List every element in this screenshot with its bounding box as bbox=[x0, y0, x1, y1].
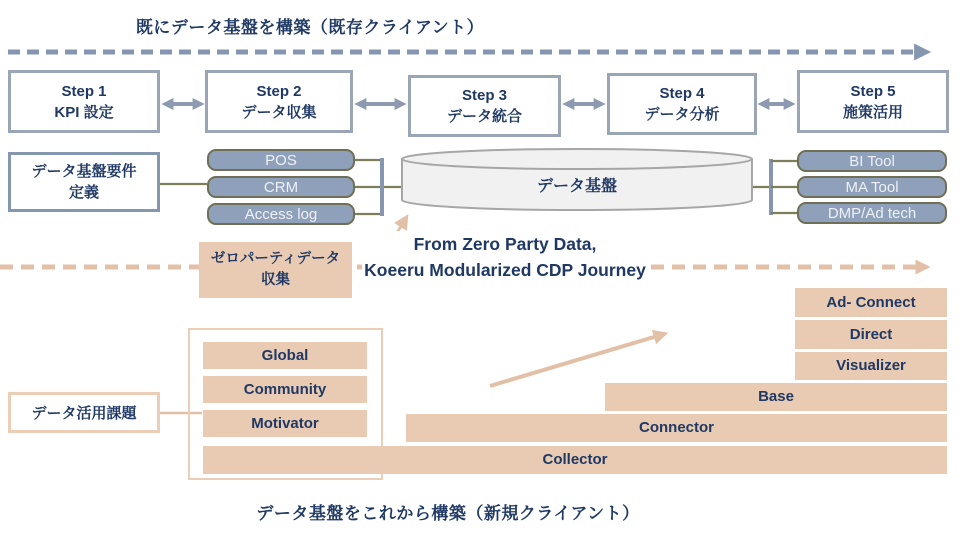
tool-bitool-box bbox=[797, 150, 947, 172]
tool-matool-box bbox=[797, 176, 947, 198]
source-accesslog-box bbox=[207, 203, 355, 225]
module-motivator-label: Motivator bbox=[251, 414, 319, 432]
step-5-title: Step 5 bbox=[850, 82, 896, 100]
step-3-box bbox=[408, 75, 561, 137]
journey-line2: Koeeru Modularized CDP Journey bbox=[364, 260, 646, 280]
step-2-label: データ収集 bbox=[241, 103, 317, 121]
requirements-box bbox=[8, 152, 160, 212]
module-community-label: Community bbox=[243, 380, 327, 398]
step-4-title: Step 4 bbox=[659, 85, 705, 102]
layer-connector-label: Connector bbox=[639, 419, 714, 437]
step-4-label: データ分析 bbox=[644, 106, 720, 123]
module-direct-label: Direct bbox=[849, 325, 893, 343]
top-title: 既にデータ基盤を構築（既存クライアント） bbox=[135, 18, 485, 37]
source-crm-label: CRM bbox=[263, 178, 299, 196]
layer-base-bar bbox=[605, 383, 947, 411]
module-visualizer bbox=[795, 352, 947, 380]
step-2-box bbox=[205, 70, 353, 133]
layer-base-label: Base bbox=[758, 388, 794, 406]
module-global bbox=[203, 342, 367, 369]
challenge-label: データ活用課題 bbox=[31, 405, 137, 422]
layer-collector-label: Collector bbox=[542, 451, 608, 469]
step-2-title: Step 2 bbox=[256, 82, 302, 100]
module-community bbox=[203, 376, 367, 403]
module-visualizer-label: Visualizer bbox=[836, 357, 906, 375]
layer-collector-bar bbox=[203, 446, 947, 474]
module-ad-connect bbox=[795, 288, 947, 317]
journey-line1: From Zero Party Data, bbox=[413, 234, 597, 254]
zero-party-box bbox=[199, 242, 352, 298]
tool-bitool-label: BI Tool bbox=[849, 152, 895, 170]
tool-matool-label: MA Tool bbox=[845, 178, 899, 196]
source-pos-box bbox=[207, 149, 355, 171]
step-1-label: KPI 設定 bbox=[54, 103, 114, 121]
zero-party-line1: ゼロパーティデータ bbox=[210, 250, 341, 267]
step-1-title: Step 1 bbox=[61, 82, 107, 100]
journey-heading bbox=[362, 231, 648, 283]
module-ad-connect-label: Ad- Connect bbox=[826, 293, 916, 311]
requirements-line1: データ基盤要件 bbox=[31, 163, 137, 180]
module-motivator bbox=[203, 410, 367, 437]
source-accesslog-label: Access log bbox=[244, 205, 318, 223]
step-4-box bbox=[607, 73, 757, 135]
requirements-line2: 定義 bbox=[68, 184, 99, 201]
module-direct bbox=[795, 320, 947, 349]
data-platform-label: データ基盤 bbox=[536, 177, 617, 195]
bottom-title: データ基盤をこれから構築（新規クライアント） bbox=[256, 504, 640, 523]
growth-arrow bbox=[490, 334, 664, 386]
step-3-label: データ統合 bbox=[446, 108, 522, 125]
source-crm-box bbox=[207, 176, 355, 198]
tool-dmp-box bbox=[797, 202, 947, 224]
step-5-label: 施策活用 bbox=[842, 103, 903, 121]
layer-connector-bar bbox=[406, 414, 947, 442]
zero-party-line2: 収集 bbox=[261, 272, 290, 288]
step-3-title: Step 3 bbox=[461, 87, 507, 104]
tool-dmp-label: DMP/Ad tech bbox=[827, 204, 917, 222]
challenge-box bbox=[8, 392, 160, 433]
step-1-box bbox=[8, 70, 160, 133]
module-global-label: Global bbox=[261, 346, 309, 364]
source-pos-label: POS bbox=[265, 151, 297, 169]
step-5-box bbox=[797, 70, 949, 133]
